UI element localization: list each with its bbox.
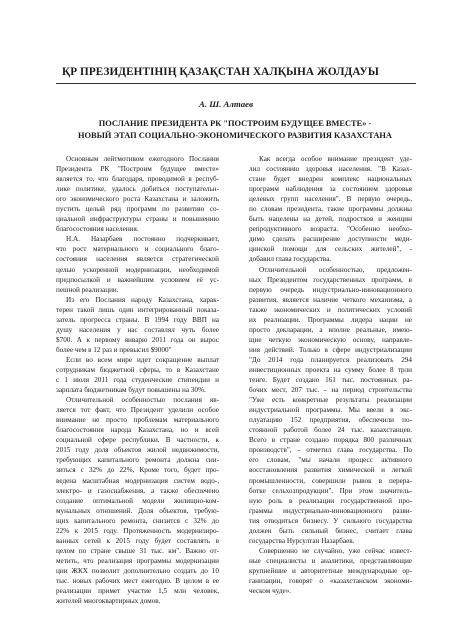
text-line: 2015 году доля объектов жилой недвижимости,	[56, 446, 219, 455]
text-line: ния действий. Только в сфере индустриализации	[249, 345, 412, 354]
text-line: Н.А. Назарбаев постоянно подчеркивает,	[66, 235, 219, 244]
text-line: щих капитального ремонта, снизится с 32% до	[56, 516, 219, 525]
text-line: циальной инфраструктуры страны и повышению	[56, 215, 219, 224]
text-line: 22% к 2015 году. Протяженность модернизиро-	[56, 526, 219, 535]
text-line: Президента РК "Построим будущее вместе»	[56, 165, 219, 174]
text-line: крупнейшие и авторитетные международные ор-	[249, 566, 412, 575]
text-line: зиться с 32% до 22%, Кроме того, будет про-	[56, 466, 219, 475]
text-line: целом по стране свыше 31 тыс. км". Важно от-	[56, 546, 219, 555]
right-column	[249, 154, 412, 596]
text-line: первую очередь индустриально-инновационного	[249, 285, 412, 294]
text-line: терен такой лишь один интегрированный показа-	[56, 305, 219, 314]
text-line: Как всегда особое внимание президент уде-	[259, 155, 412, 163]
text-line: восстановления развития химической и легкой	[249, 466, 412, 475]
text-line: зарплата бюджетникам будут повышены на 30%.	[56, 386, 206, 395]
text-line: добавил глава государства.	[249, 255, 332, 264]
text-line: затель прогресса страны. В 1994 году ВВП на	[56, 315, 219, 324]
text-line: предпосылкой и важнейшим условием её ус-	[56, 275, 219, 284]
text-line: ботке сельхозпродукции". При этом значитель-	[249, 486, 412, 495]
text-line: Из его Послания народу Казахстана, харак-	[66, 295, 219, 304]
text-line: создание оптимальной модели жилищно-ком-	[56, 496, 219, 505]
text-line: целью ускоренной модернизации, необходимой	[56, 265, 219, 274]
text-line: граммы индустриально-инновационного разви-	[249, 506, 412, 515]
text-line: пустить целый ряд программ по развитию со-	[56, 205, 219, 214]
text-line: индустриальной программы. Мы ввели в экс-	[249, 406, 412, 415]
text-line: промышленности, совершили рывок в перера-	[249, 476, 412, 485]
text-line: ную роль в реализации государственной про-	[249, 496, 412, 505]
text-line: электро- и газоснабжения, а также обеспечено	[56, 486, 219, 495]
running-head: ҚР ПРЕЗИДЕНТІНІҢ ҚАЗАҚСТАН ХАЛҚЫНА ЖОЛДАУЫ	[62, 66, 379, 78]
text-line: репродуктивного возраста. "Особенно необхо-	[249, 225, 412, 234]
text-line: щие четкую экономическую основу, направле-	[249, 335, 412, 344]
text-line: быть нацелены на детей, подростков и женщин	[249, 215, 412, 224]
text-line: Всего в стране создано порядка 800 различных	[249, 436, 412, 445]
author-name: А. Ш. Алтаев	[198, 99, 254, 109]
text-line: внимание не просто проблемам материального	[56, 416, 219, 425]
text-line: состояния населения является стратегической	[56, 255, 219, 264]
text-line: ческом чуде».	[249, 587, 292, 596]
text-line: тия отводиться бизнесу. У сильного государства	[249, 516, 412, 525]
text-line: сотрудникам бюджетной сферы, то в Казахстане	[56, 365, 219, 374]
text-line: душу населения у нас составлял чуть более	[56, 325, 219, 334]
text-line: лике политике, удалось добиться поступательн-	[56, 185, 219, 194]
text-line: цинской помощи для сельских жителей", -	[249, 245, 412, 254]
text-line: ляется тот факт, что Президент уделили особое	[56, 406, 219, 415]
text-line: производств", - отметил глава государства. По	[249, 446, 412, 455]
text-line: по словам президента, такие программы должны	[249, 205, 412, 214]
text-line: мунальных отношений. Доля объектов, требую-	[56, 506, 219, 515]
text-line: должен быть сильный бизнес, считает глава	[249, 526, 412, 535]
text-line: лил состоянию здоровья населения. "В Казах-	[249, 165, 412, 174]
text-line: стоянной работой более 24 тыс. казахстанцев.	[249, 426, 412, 435]
text-line: их реализации. Программы лидера нации не	[249, 315, 412, 324]
article-title	[60, 118, 410, 141]
article-title-line-1: ПОСЛАНИЕ ПРЕЗИДЕНТА РК "ПОСТРОИМ БУДУЩЕЕ ВМЕСТЕ» -	[98, 119, 372, 128]
text-line: его словам, "мы начали процесс активного	[249, 456, 412, 465]
article-title-line-2: НОВЫЙ ЭТАП СОЦИАЛЬНО-ЭКОНОМИЧЕСКОГО РАЗВИТИЯ КАЗАХСТАНА	[78, 130, 392, 140]
text-line: Совершенно не случайно, уже сейчас извест-	[259, 546, 412, 555]
text-line: Основным лейтмотивом ежегодного Послания	[66, 155, 219, 163]
text-line: Если во всем мире идет сокращение выплат	[66, 355, 219, 364]
text-line: инвестиционных проекта на сумму более 8 трлн	[249, 365, 412, 374]
text-line: пешной реализации.	[56, 285, 119, 294]
text-line: целевых групп населения". В первую очередь,	[249, 195, 412, 204]
text-line: просто декларации, а вполне реальные, имею-	[249, 325, 412, 334]
text-line: что рост материального и социального благо-	[56, 245, 219, 254]
text-line: ого экономического роста Казахстана и заложить	[56, 195, 219, 204]
text-line: Отличительной особенностью послания яв-	[66, 396, 219, 405]
text-line: ванных сетей к 2015 году будет составлять в	[56, 536, 219, 545]
text-line: ных Президентом государственных программ, в	[249, 275, 412, 284]
text-line: с 1 июля 2011 года студенческие стипендии и	[56, 376, 219, 385]
text-line: "Уже есть конкретные результаты реализации	[249, 396, 412, 405]
text-line: тенге. Будет создано 161 тыс. постоянных ра-	[249, 376, 412, 385]
text-line: также экономических и политических условий	[249, 305, 412, 314]
text-line: развития, является наличие четкого механизма, а	[249, 295, 412, 304]
text-line: программ наблюдения за состоянием здоровья	[249, 185, 412, 194]
header-rule	[56, 83, 416, 84]
text-line: Отличительной особенностью, предложен-	[259, 265, 412, 274]
text-line: метить, что реализация программы модернизации	[56, 556, 219, 565]
text-line: плуатацию 152 предприятия, обеспечили по-	[249, 416, 412, 425]
text-line: благосостояния населения.	[56, 225, 139, 234]
text-line: $700. А к первому январю 2011 года он вырос	[56, 335, 219, 344]
text-line: "До 2014 года планируется реализовать 294	[249, 355, 412, 364]
text-line: социальной сфере республики. В частности, к	[56, 436, 219, 445]
text-line: ные специалисты и аналитики, представляющие	[249, 556, 412, 565]
text-line: благосостояния народа Казахстана, но и всей	[56, 426, 219, 435]
left-column	[56, 154, 219, 606]
text-line: более чем в 12 раз и превысил $9000"	[56, 345, 172, 354]
text-line: бочих мест, 207 тыс. – на период строительства	[249, 386, 412, 395]
text-line: реализации примет участие 1,5 млн человек,	[56, 587, 219, 596]
text-line: стане будет внедрен комплекс национальных	[249, 175, 412, 184]
text-line: ведена масштабная модернизация систем водо-,	[56, 476, 219, 485]
text-line: тыс. новых рабочих мест ежегодно. В целом в ее	[56, 576, 219, 585]
text-line: государства Нурсултан Назарбаев.	[249, 536, 355, 545]
text-line: ганизации, говорят о «казахстанском экономи-	[249, 576, 412, 585]
text-line: является то, что благодаря, проводимой в респуб-	[56, 175, 219, 184]
text-line: ции ЖКХ позволит дополнительно создать до 10	[56, 566, 219, 575]
text-line: димо сделать расширение доступности меди-	[249, 235, 412, 244]
text-line: жителей многоквартирных домов.	[56, 597, 161, 606]
text-line: требующих капитального ремонта должна сни-	[56, 456, 219, 465]
